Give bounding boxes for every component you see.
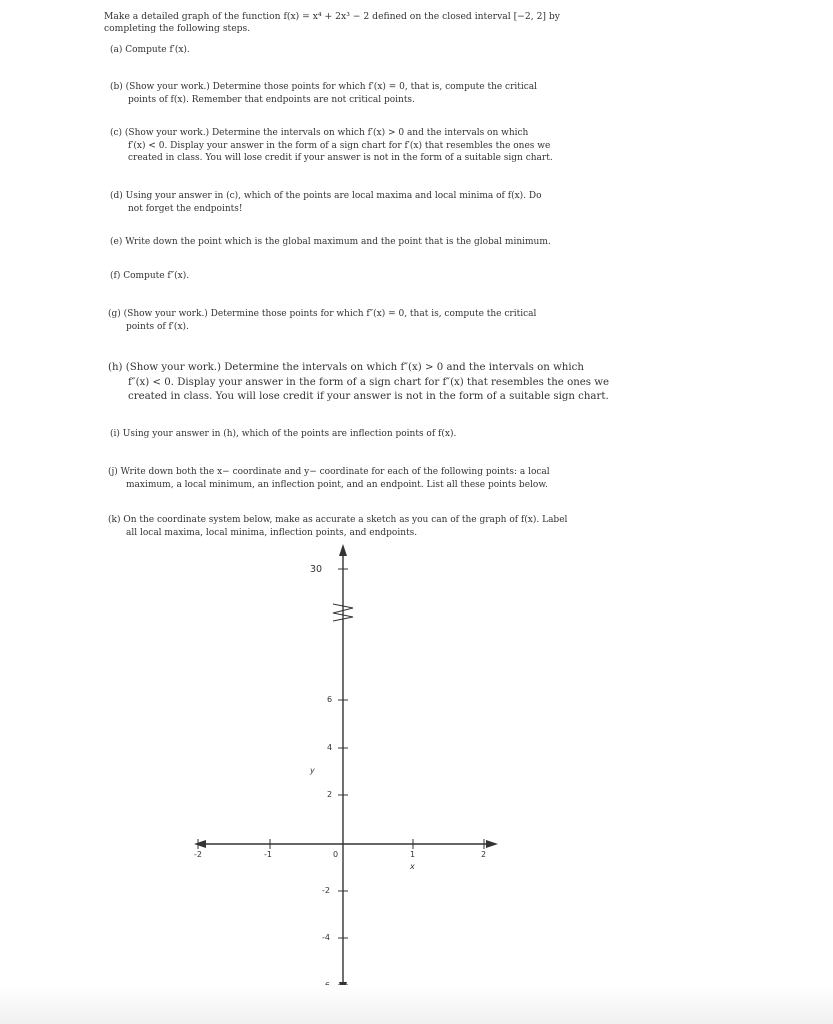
part-k-line: (k) On the coordinate system below, make as accurate a sketch as you can of the graph of f(x). Label bbox=[108, 515, 568, 525]
x-tick-label: 2 bbox=[481, 850, 487, 859]
y-tick-label: -2 bbox=[322, 886, 330, 895]
part-c-line: (c) (Show your work.) Determine the intervals on which f′(x) > 0 and the intervals on which bbox=[110, 128, 529, 138]
y-axis-label: y bbox=[310, 766, 315, 775]
part-j-line: maximum, a local minimum, an inflection point, and an endpoint. List all these points below. bbox=[126, 479, 548, 490]
intro-line-1: Make a detailed graph of the function f(x) = x⁴ + 2x³ − 2 defined on the closed interval [−2, 2] by bbox=[104, 11, 560, 22]
part-b-line: (b) (Show your work.) Determine those points for which f′(x) = 0, that is, compute the critical bbox=[110, 82, 538, 92]
x-axis-label: x bbox=[410, 862, 415, 871]
y-axis-arrow-top-icon bbox=[339, 544, 347, 556]
part-h-line: f″(x) < 0. Display your answer in the form of a sign chart for f″(x) that resembles the ones we bbox=[128, 376, 610, 388]
x-tick-label: 1 bbox=[410, 850, 416, 859]
part-h-line: (h) (Show your work.) Determine the intervals on which f″(x) > 0 and the intervals on which bbox=[108, 362, 584, 373]
part-a-line: (a) Compute f′(x). bbox=[110, 45, 190, 55]
x-tick-label: 0 bbox=[333, 850, 339, 859]
x-tick-label: -1 bbox=[264, 850, 272, 859]
y-tick-label: 4 bbox=[327, 743, 333, 752]
part-d-line: not forget the endpoints! bbox=[128, 203, 243, 214]
part-f-line: (f) Compute f″(x). bbox=[110, 271, 190, 281]
part-k-line: all local maxima, local minima, inflection points, and endpoints. bbox=[126, 527, 418, 538]
y-tick-label: 2 bbox=[327, 790, 333, 799]
intro-line-2: completing the following steps. bbox=[104, 23, 251, 34]
part-d-line: (d) Using your answer in (c), which of the points are local maxima and local minima of f(x). Do bbox=[110, 191, 542, 201]
part-b-line: points of f(x). Remember that endpoints are not critical points. bbox=[128, 94, 415, 105]
y-tick-label: -4 bbox=[322, 933, 330, 942]
x-tick-label: -2 bbox=[194, 850, 202, 859]
part-i-line: (i) Using your answer in (h), which of the points are inflection points of f(x). bbox=[110, 429, 457, 439]
part-g-line: points of f′(x). bbox=[126, 321, 189, 332]
y-label-30: 30 bbox=[310, 564, 323, 575]
part-g-line: (g) (Show your work.) Determine those points for which f″(x) = 0, that is, compute the critical bbox=[108, 309, 537, 319]
x-axis-arrow-left-icon bbox=[194, 840, 206, 848]
part-c-line: f′(x) < 0. Display your answer in the form of a sign chart for f′(x) that resembles the ones we bbox=[128, 140, 551, 151]
part-e-line: (e) Write down the point which is the global maximum and the point that is the global minimum. bbox=[110, 237, 551, 247]
part-j-line: (j) Write down both the x− coordinate and y− coordinate for each of the following points: a local bbox=[108, 467, 550, 477]
y-tick-label: 6 bbox=[327, 695, 333, 704]
part-c-line: created in class. You will lose credit if your answer is not in the form of a suitable sign chart. bbox=[128, 153, 553, 163]
part-h-line: created in class. You will lose credit if your answer is not in the form of a suitable sign chart. bbox=[128, 391, 609, 402]
x-axis-arrow-right-icon bbox=[486, 840, 498, 848]
page-bottom-shade bbox=[0, 985, 833, 1024]
